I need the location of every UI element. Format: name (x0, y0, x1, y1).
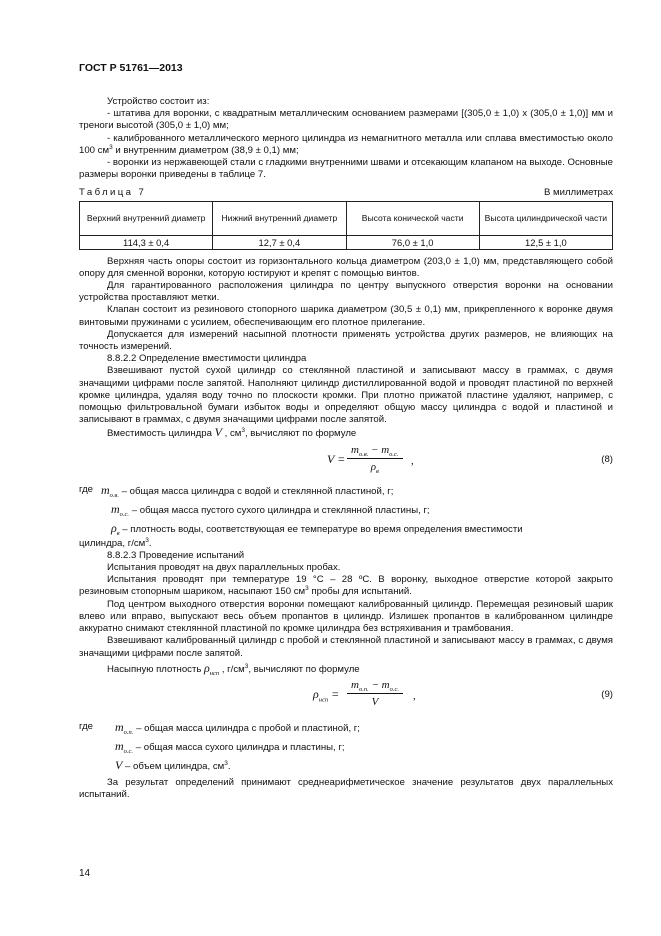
formula-9 (79, 676, 613, 718)
formula-comma: , (411, 454, 414, 467)
where-row (79, 737, 613, 756)
paragraph-other-devices: Допускается для измерений насыпной плотности применять устройства других размеров, не влияющих на точность измерений. (79, 328, 613, 353)
operator: − (368, 443, 382, 456)
paragraph-placement: Под центром выходного отверстия воронки помещают калиброванный цилиндр. Перемещая резиновый шарик влево или вправо, выпускают весь объем пропантов в цилиндр. Излишек пропантов в калиброванном цилиндре аккуратно снимают стеклянной пластиной по кромке цилиндра без встряхивания и трамбования. (79, 598, 613, 635)
superscript: 3 (241, 427, 245, 435)
table-row (80, 235, 613, 249)
superscript: 3 (224, 759, 228, 767)
paragraph-support: Верхняя часть опоры состоит из горизонтального кольца диаметром (203,0 ± 1,0) мм, представляющего собой опору для сменной воронки, которую юстируют и крепят с помощью винтов. (79, 255, 613, 279)
formula-8 (79, 441, 613, 481)
formula-number: (8) (601, 453, 613, 465)
text-run: , вычисляют по формуле (244, 428, 357, 440)
formula-comma: , (413, 689, 416, 702)
symbol-v: V (214, 425, 222, 440)
paragraph-marks: Для гарантированного расположения цилиндра по центру выпускного отверстия воронки на основании устройства проставляют метки. (79, 280, 613, 304)
text-run: , вычисляют по формуле (248, 663, 360, 675)
standard-header: ГОСТ Р 51761—2013 (79, 62, 183, 74)
subscript: о.п. (123, 728, 134, 736)
symbol: ρ (313, 686, 319, 701)
formula-denominator (347, 694, 403, 710)
where-row (79, 718, 613, 737)
operator: = (328, 686, 340, 701)
where-row (79, 500, 613, 519)
where-label: где (79, 720, 94, 732)
formula-denominator (347, 459, 403, 475)
symbol: ρ (204, 660, 210, 675)
symbol: m (115, 738, 124, 753)
paragraph-device-intro: Устройство состоит из: (107, 96, 210, 107)
table-header-cell: Нижний внутренний диаметр (213, 201, 346, 235)
table-caption: Таблица 7 (79, 187, 147, 199)
subscript: о.с. (389, 686, 399, 694)
symbol: ρ (111, 520, 117, 535)
paragraph-funnel: - воронки из нержавеющей стали с гладкими внутренними швами и отсекающим клапаном на выходе. Основные размеры воронки приведены в таблице 7. (79, 157, 613, 181)
paragraph-temperature (79, 574, 613, 598)
text-run: - калиброванного металлического мерного цилиндра из немагнитного металла или сплава вместимостью около 100 см (79, 132, 613, 156)
table-cell: 114,3 ± 0,4 (80, 235, 213, 249)
formula-fraction (347, 443, 403, 475)
text-run: . (148, 537, 152, 549)
where-text (111, 522, 523, 536)
subscript: о.с. (123, 747, 134, 755)
formula-numerator (347, 678, 403, 693)
where-row (79, 481, 613, 500)
text-run: пробы для испытаний. (308, 586, 412, 598)
subscript: в (376, 467, 379, 475)
text-run: цилиндра, г/см (79, 537, 146, 549)
text-run: Насыпную плотность (107, 663, 205, 675)
text-run: . (227, 760, 231, 772)
symbol: V (371, 695, 379, 708)
where-row (79, 519, 613, 538)
funnel-dimensions-table (79, 201, 613, 250)
symbol: m (381, 443, 390, 456)
subscript: о.с. (389, 450, 399, 458)
text-run: и внутренним диаметром (38,9 ± 0,1) мм; (112, 144, 299, 156)
subscript: нсп (209, 669, 220, 677)
subscript: в (116, 529, 120, 537)
subscript: о.п. (358, 686, 369, 694)
symbol: m (351, 678, 359, 691)
formula-number: (9) (601, 688, 613, 700)
paragraph-stand: - штатива для воронки, с квадратным металлическим основанием размерами [(305,0 ± 1,0) х (305,0 ± 1,0)] мм и треноги высотой (305,0 ± 1,0) мм; (79, 108, 613, 132)
paragraph-valve: Клапан состоит из резинового стопорного шарика диаметром (30,5 ± 0,1) мм, прикрепленного к воронке двумя винтовыми пружинами с усилием, обеспечивающим его плотное прилегание. (79, 304, 613, 328)
text-run: – общая масса сухого цилиндра и пластины, г; (133, 741, 345, 753)
superscript: 3 (145, 536, 149, 544)
text-run: – объем цилиндра, см (122, 760, 225, 772)
where-text (111, 503, 430, 517)
section-heading-8823: 8.8.2.3 Проведение испытаний (107, 549, 245, 561)
table-header-cell: Верхний внутренний диаметр (80, 201, 213, 235)
symbol: m (115, 719, 124, 734)
text-run: , см (221, 428, 242, 440)
superscript: 3 (305, 585, 309, 593)
where-label: где (79, 483, 94, 495)
superscript: 3 (244, 662, 249, 670)
where-text (115, 740, 345, 754)
table-header-row (80, 201, 613, 235)
paragraph-capacity (79, 426, 613, 440)
text-run: , г/см (219, 663, 245, 675)
document-page (79, 0, 613, 936)
text-run: – плотность воды, соответствующая ее температуре во время определения вместимости (119, 523, 523, 535)
paragraph-bulk-density (79, 662, 613, 676)
paragraph-cylinder (79, 133, 613, 157)
symbol: m (101, 482, 110, 497)
operator: − (368, 678, 382, 691)
symbol: m (351, 443, 359, 456)
table-header-cell: Высота цилиндрической части (479, 201, 612, 235)
formula-lhs (313, 686, 340, 704)
text-run: – общая масса пустого сухого цилиндра и стеклянной пластины, г; (129, 504, 430, 516)
text-run: – общая масса цилиндра с водой и стеклянной пластиной, г; (119, 485, 394, 497)
paragraph-result: За результат определений принимают среднеарифметическое значение результатов двух параллельных испытаний. (79, 776, 613, 801)
where-row (79, 756, 613, 775)
text-run: Вместимость цилиндра (107, 428, 215, 440)
subscript: о.в. (358, 450, 369, 458)
where-text (115, 721, 360, 735)
symbol: ρ (370, 460, 376, 473)
table-header-cell: Высота конической части (346, 201, 479, 235)
where-text (115, 759, 231, 773)
page-number: 14 (79, 868, 91, 879)
subscript: нсп (318, 696, 329, 704)
superscript: 3 (109, 143, 113, 151)
symbol: V (115, 757, 123, 772)
formula-fraction (347, 678, 403, 710)
where-continuation (79, 538, 613, 550)
paragraph-weigh-sample: Взвешивают калиброванный цилиндр с пробой и стеклянной пластиной и записывают массу в граммах, с двумя значащими цифрами после запятой. (79, 635, 613, 659)
paragraph-two-samples: Испытания проводят на двух параллельных пробах. (107, 562, 341, 574)
table-units: В миллиметрах (543, 187, 613, 199)
table-cell: 12,7 ± 0,4 (213, 235, 346, 249)
document-body (79, 96, 613, 801)
text-run: Испытания проводят при температуре 19 °С – 28 ºС. В воронку, выходное отверстие которой закрыто резиновым стопорным шариком, насыпают 150 см (79, 574, 613, 598)
text-run: – общая масса цилиндра с пробой и пластиной, г; (133, 722, 360, 734)
subscript: о.с. (119, 510, 130, 518)
where-text (101, 484, 393, 498)
symbol: m (111, 501, 120, 516)
table-caption-row (79, 187, 613, 199)
section-heading-8822: 8.8.2.2 Определение вместимости цилиндра (107, 353, 307, 365)
table-cell: 12,5 ± 1,0 (479, 235, 612, 249)
formula-lhs: V = (327, 451, 346, 466)
paragraph-weighing: Взвешивают пустой сухой цилиндр со стеклянной пластиной и записывают массу в граммах, с двумя значащими цифрами после запятой. Наполняют цилиндр дистиллированной водой и проводят пластиной по верхней кромке цилиндра, удаляя воду точно по плоскости кромки. При плотно прижатой пластине удаляют, например, с помощью фильтровальной бумаги избыток воды и определяют общую массу цилиндра с водой и пластиной и записывают в граммах, с двумя значащими цифрами после запятой. (79, 365, 613, 426)
subscript: о.в. (109, 491, 119, 499)
table-cell: 76,0 ± 1,0 (346, 235, 479, 249)
symbol: m (381, 678, 390, 691)
formula-numerator (347, 443, 403, 458)
